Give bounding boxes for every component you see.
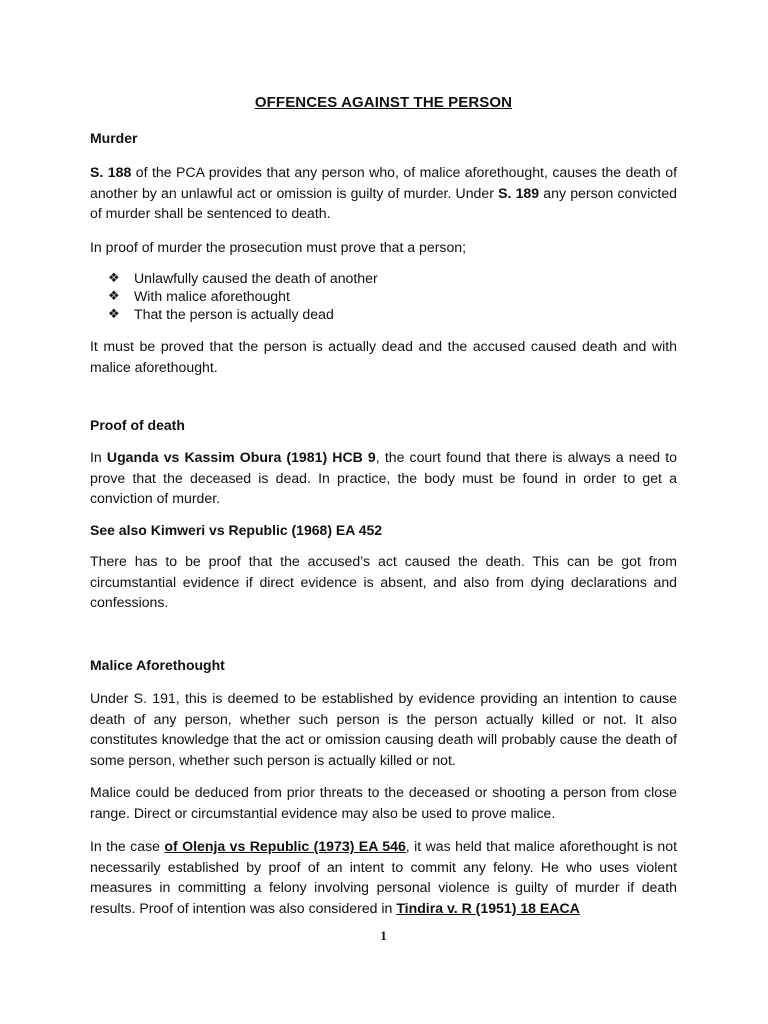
- section-ref: S. 188: [90, 164, 132, 180]
- paragraph-proof-summary: It must be proved that the person is actually dead and the accused caused death and with malice aforethought.: [90, 338, 677, 375]
- list-item: ❖ Unlawfully caused the death of another: [108, 270, 378, 286]
- list-item: ❖ With malice aforethought: [108, 287, 290, 304]
- paragraph-olenja-case: In the case of Olenja vs Republic (1973) EA 546, it was held that malice aforethought is not necessarily established by proof of an intent to commit any felony. He who uses violent measures in committing a felony involving personal violence is guilty of murder if death results. Proof of intention was also considered in Tindira v. R (1951) 18 EACA: [90, 838, 677, 917]
- page-number: 1: [380, 928, 387, 943]
- see-also-citation: See also Kimweri vs Republic (1968) EA 452: [90, 522, 383, 538]
- diamond-bullet-icon: ❖: [108, 271, 120, 286]
- paragraph-malice-deduction: Malice could be deduced from prior threats to the deceased or shooting a person from close range. Direct or circumstantial evidence may also be used to prove malice.: [90, 784, 677, 821]
- diamond-bullet-icon: ❖: [108, 288, 120, 304]
- heading-proof-of-death: Proof of death: [90, 417, 185, 433]
- paragraph-causation: There has to be proof that the accused’s act caused the death. This can be got from circumstantial evidence if direct evidence is absent, and also from dying declarations and confessions.: [90, 553, 677, 611]
- paragraph-obura-case: In Uganda vs Kassim Obura (1981) HCB 9, the court found that there is always a need to prove that the deceased is dead. In practice, the body must be found in order to get a conviction of murder.: [90, 449, 678, 507]
- section-ref: S. 189: [498, 184, 540, 201]
- diamond-bullet-icon: ❖: [108, 306, 120, 322]
- case-citation: 18 EACA: [516, 900, 580, 917]
- heading-malice-aforethought: Malice Aforethought: [90, 657, 225, 673]
- heading-murder: Murder: [90, 130, 138, 146]
- case-citation: Tindira v. R: [396, 900, 476, 917]
- case-citation: of Olenja vs Republic (1973) EA 546: [164, 838, 406, 854]
- case-citation: Uganda vs Kassim Obura (1981) HCB 9: [106, 449, 376, 465]
- paragraph-proof-intro: In proof of murder the prosecution must prove that a person;: [90, 239, 467, 255]
- elements-list: [108, 270, 378, 323]
- paragraph-murder-definition: S. 188 of the PCA provides that any person who, of malice aforethought, causes the death of another by an unlawful act or omission is guilty of murder. Under S. 189 any person convicted of murder shall be sentenced to death.: [90, 164, 678, 222]
- list-item: ❖ That the person is actually dead: [108, 305, 334, 322]
- paragraph-malice-definition: Under S. 191, this is deemed to be established by evidence providing an intention to cause death of any person, whether such person is the person actually killed or not. It also constitutes knowledge that the act or omission causing death will probably cause the death of some person, whether such person is actually killed or not.: [90, 690, 677, 769]
- document-title: OFFENCES AGAINST THE PERSON: [254, 94, 513, 111]
